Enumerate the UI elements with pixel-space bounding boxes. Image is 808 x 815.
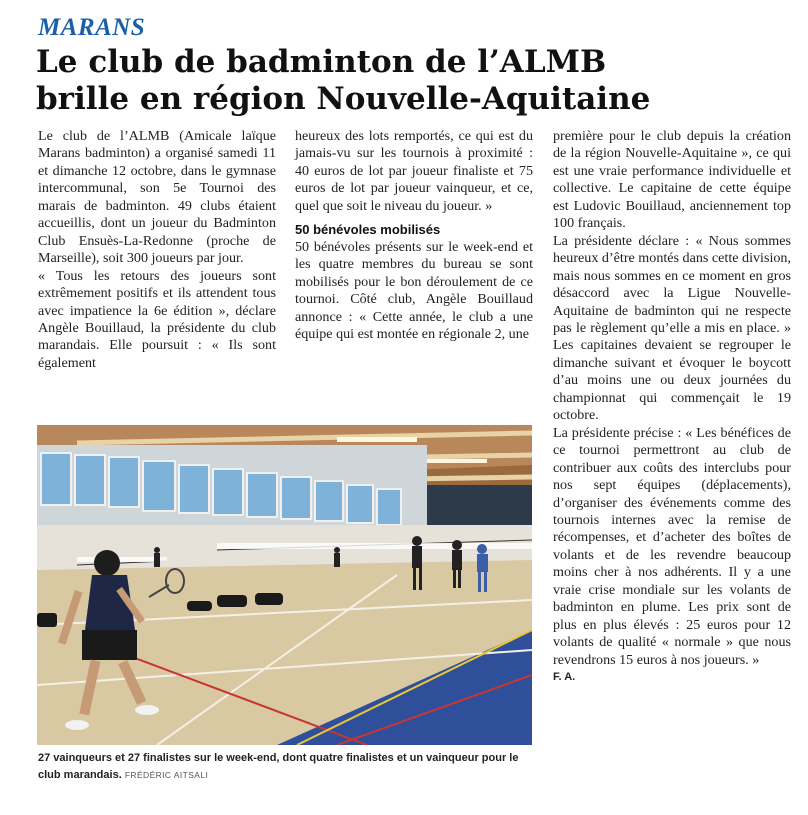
article-column-3 — [553, 128, 791, 687]
caption-text: 27 vainqueurs et 27 finalistes sur le week-end, dont quatre finalistes et un vainqueur pour le club marandais. — [38, 752, 519, 781]
author-signature: F. A. — [553, 671, 576, 684]
column-3-paragraph-1: première pour le club depuis la création de la région Nouvelle-Aquitaine », ce qui est une vraie performance individuelle et collective. Le capitaine de cette équipe est Ludovic Bouillaud, anciennement top 100 français. — [553, 128, 791, 232]
photo-credit: FRÉDÉRIC AITSALI — [124, 770, 209, 780]
article-column-2 — [295, 128, 533, 343]
column-2-paragraph-1: heureux des lots remportés, ce qui est du jamais-vu sur les tournois à proximité : 40 euros de lot par joueur finaliste et 75 euros de lot par joueur vainqueur, et ce, quel que soit le niveau du joueur. » — [295, 128, 533, 214]
photo-caption — [38, 750, 538, 784]
column-3-paragraph-2: La présidente déclare : « Nous sommes heureux d’être montés dans cette division, mais nous sommes en ce moment en gros désaccord avec la Ligue Nouvelle-Aquitaine de badminton qui ne respecte pas le règlement qu’elle a mis en place. » Les capitaines devaient se regrouper le dimanche suivant et évoquer le boycott d’au moins une ou deux journées du championnat qui commençait le 19 octobre. — [553, 232, 791, 424]
article-headline — [36, 44, 776, 118]
section-subhead: 50 bénévoles mobilisés — [295, 222, 441, 238]
column-1-paragraph-1: Le club de l’ALMB (Amicale laïque Marans badminton) a organisé samedi 11 et dimanche 12 octobre, dans le gymnase intercommunal, son 5e Tournoi des marais de badminton. 49 clubs étaient accueillis, dont un joueur du Badminton Club Ensuès-La-Redonne (proche de Marseille), soit 300 joueurs par jour. — [38, 128, 276, 267]
column-1-paragraph-2: « Tous les retours des joueurs sont extrêmement positifs et ils attendent tous avec impatience la 6e édition », déclare Angèle Bouillaud, la présidente du club marandais. Elle poursuit : « Ils sont également — [38, 267, 276, 371]
column-2-paragraph-2: 50 bénévoles présents sur le week-end et les quatre membres du bureau se sont mobilisés pour le bon déroulement de ce tournoi. Côté club, Angèle Bouillaud annonce : « Cette année, le club a une équipe qui est montée en régionale 2, une — [295, 238, 533, 342]
section-kicker: MARANS — [38, 14, 146, 41]
headline-line-1: Le club de badminton de l’ALMB — [36, 44, 607, 80]
headline-line-2: brille en région Nouvelle-Aquitaine — [36, 81, 651, 117]
column-3-paragraph-3: La présidente précise : « Les bénéfices de ce tournoi permettront au club de contribuer aux coûts des interclubs pour nos sept équipes (déplacements), d’organiser des événements comme des tournois internes avec la remise de récompenses, et d’acheter des boîtes de volants et de les revendre beaucoup moins cher à nos adhérents. Il y a une vraie crise mondiale sur les volants de badminton en plume. Les prix sont de plus en plus élevés : 25 euros pour 12 volants de qualité « normale » que nous revendrons 15 euros à nos joueurs. » — [553, 424, 791, 668]
badminton-hall-photo — [37, 425, 532, 745]
article-column-1 — [38, 128, 276, 372]
